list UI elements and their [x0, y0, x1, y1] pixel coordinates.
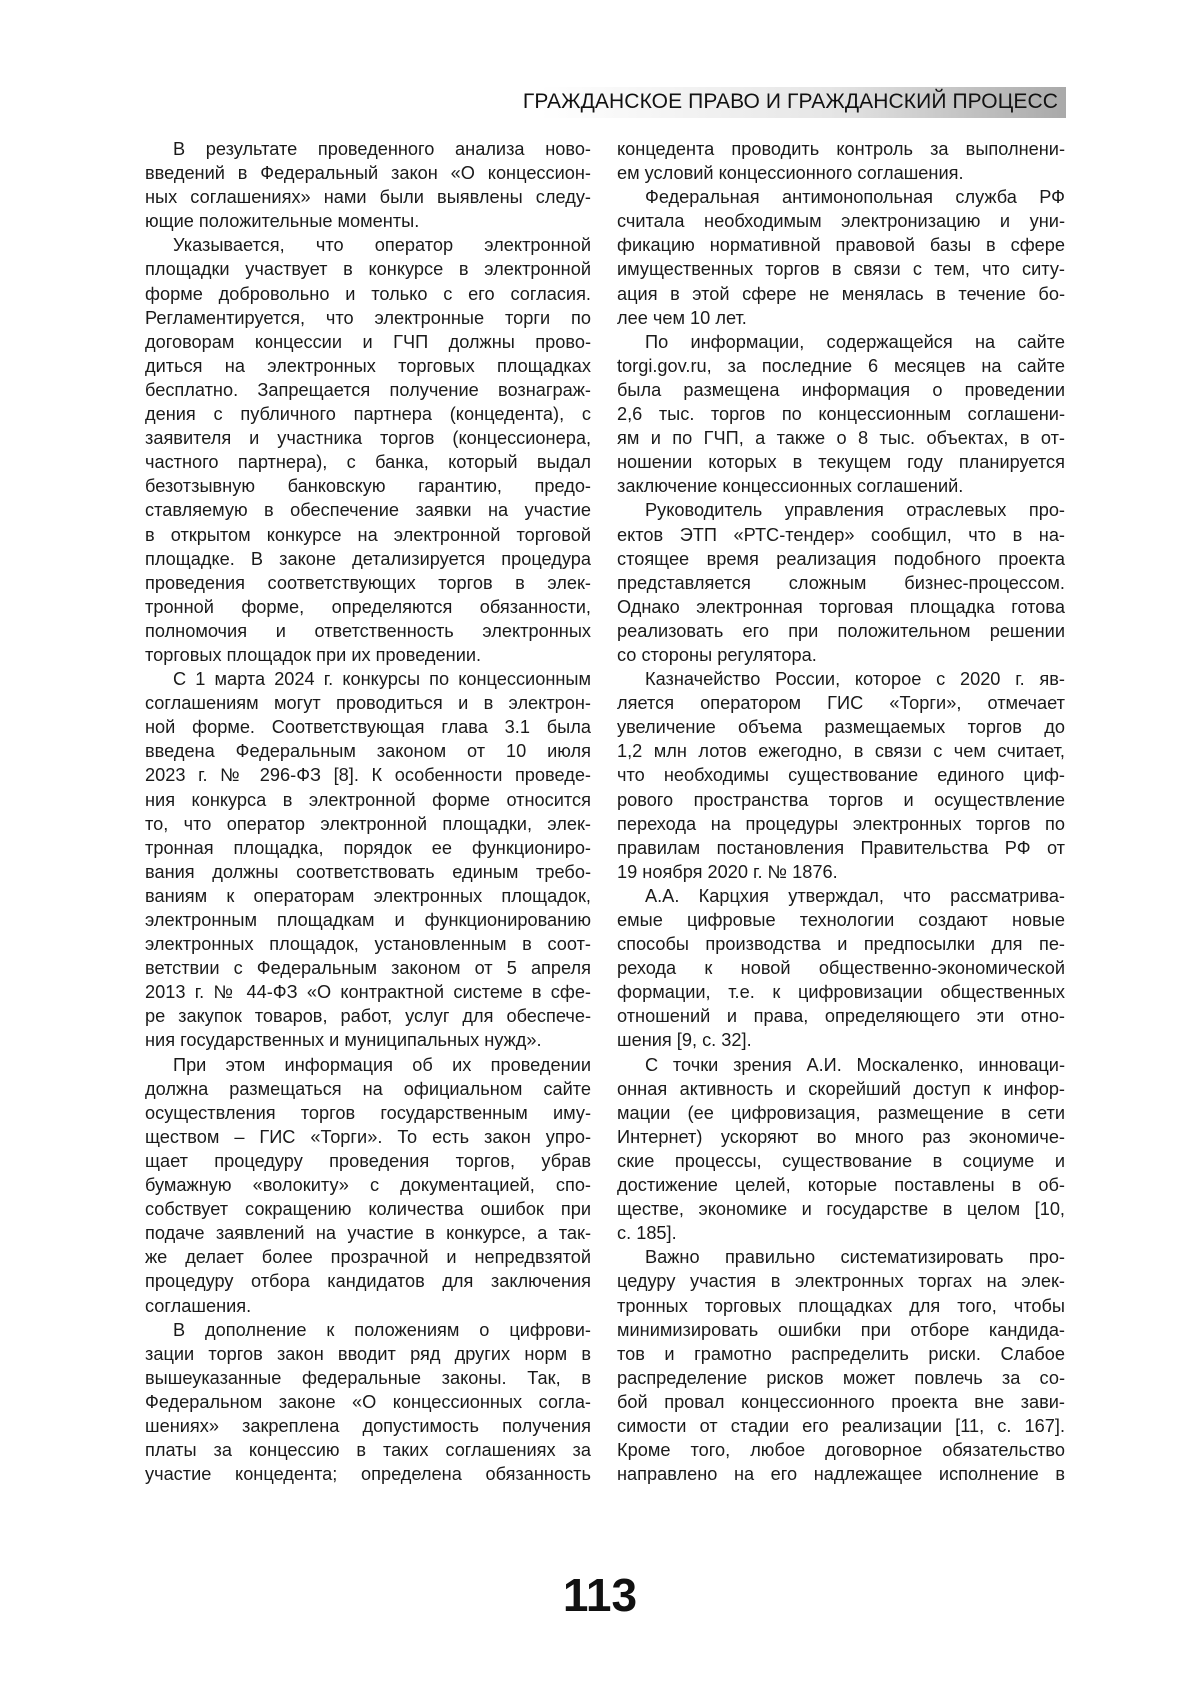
- paragraph: [617, 667, 1065, 884]
- text-line: Казначейство России, которое с 2020 г. яв-: [617, 667, 1065, 691]
- text-line: электронным площадкам и функционированию: [145, 908, 591, 932]
- text-line: ных соглашениях» нами были выявлены следу-: [145, 185, 591, 209]
- text-line: способы производства и предпосылки для пе-: [617, 932, 1065, 956]
- text-line: представляется сложным бизнес-процессом.: [617, 571, 1065, 595]
- text-line: ния конкурса в электронной форме относится: [145, 788, 591, 812]
- text-line: увеличение объема размещаемых торгов до: [617, 715, 1065, 739]
- text-line: бумажную «волокиту» с документацией, спо-: [145, 1173, 591, 1197]
- text-line: мации (ее цифровизация, размещение в сети: [617, 1101, 1065, 1125]
- text-line: собствует сокращению количества ошибок при: [145, 1197, 591, 1221]
- text-line: щает процедуру проведения торгов, убрав: [145, 1149, 591, 1173]
- paragraph: [617, 1245, 1065, 1486]
- text-line: концедента проводить контроль за выполнени-: [617, 137, 1065, 161]
- running-header: [540, 87, 1066, 118]
- text-line: ям и по ГЧП, а также о 8 тыс. объектах, в от-: [617, 426, 1065, 450]
- paragraph: [617, 185, 1065, 330]
- paragraph: [617, 137, 1065, 185]
- text-line: частного партнера), с банка, который выдал: [145, 450, 591, 474]
- text-line: минимизировать ошибки при отборе кандида-: [617, 1318, 1065, 1342]
- text-line: в открытом конкурсе на электронной торговой: [145, 523, 591, 547]
- text-line: с. 185].: [617, 1221, 1065, 1245]
- text-line: же делает более прозрачной и непредвзятой: [145, 1245, 591, 1269]
- text-line: рехода к новой общественно-экономической: [617, 956, 1065, 980]
- text-line: ющие положительные моменты.: [145, 209, 591, 233]
- text-line: ре закупок товаров, работ, услуг для обеспече-: [145, 1004, 591, 1028]
- paragraph: [145, 233, 591, 667]
- text-line: ставляемую в обеспечение заявки на участие: [145, 498, 591, 522]
- text-line: цедуру участия в электронных торгах на элек-: [617, 1269, 1065, 1293]
- text-line: подаче заявлений на участие в конкурсе, а так-: [145, 1221, 591, 1245]
- text-line: тов и грамотно распределить риски. Слабое: [617, 1342, 1065, 1366]
- text-line: фикацию нормативной правовой базы в сфере: [617, 233, 1065, 257]
- text-line: симости от стадии его реализации [11, с. 167].: [617, 1414, 1065, 1438]
- page-number: 113: [0, 1568, 1200, 1622]
- paragraph: [617, 498, 1065, 667]
- text-line: участие концедента; определена обязанность: [145, 1462, 591, 1486]
- text-line: полномочия и ответственность электронных: [145, 619, 591, 643]
- text-line: С точки зрения А.И. Москаленко, инноваци-: [617, 1053, 1065, 1077]
- text-line: то, что оператор электронной площадки, элек-: [145, 812, 591, 836]
- paragraph: [617, 330, 1065, 499]
- text-line: Однако электронная торговая площадка готова: [617, 595, 1065, 619]
- text-line: шения [9, с. 32].: [617, 1028, 1065, 1052]
- text-line: В результате проведенного анализа ново-: [145, 137, 591, 161]
- text-line: лее чем 10 лет.: [617, 306, 1065, 330]
- text-line: была размещена информация о проведении: [617, 378, 1065, 402]
- text-line: площадки участвует в конкурсе в электронной: [145, 257, 591, 281]
- text-line: С 1 марта 2024 г. конкурсы по концессионным: [145, 667, 591, 691]
- text-line: 2,6 тыс. торгов по концессионным соглашени-: [617, 402, 1065, 426]
- text-line: безотзывную банковскую гарантию, предо-: [145, 474, 591, 498]
- text-line: перехода на процедуры электронных торгов по: [617, 812, 1065, 836]
- text-line: тронных торговых площадках для того, чтобы: [617, 1294, 1065, 1318]
- text-line: отношений и права, определяющего эти отно-: [617, 1004, 1065, 1028]
- text-line: платы за концессию в таких соглашениях за: [145, 1438, 591, 1462]
- text-line: Федеральная антимонопольная служба РФ: [617, 185, 1065, 209]
- text-line: договорам концессии и ГЧП должны прово-: [145, 330, 591, 354]
- text-line: ветствии с Федеральным законом от 5 апреля: [145, 956, 591, 980]
- text-line: площадке. В законе детализируется процедура: [145, 547, 591, 571]
- text-line: процедуру отбора кандидатов для заключения: [145, 1269, 591, 1293]
- text-line: торговых площадок при их проведении.: [145, 643, 591, 667]
- text-line: реализовать его при положительном решении: [617, 619, 1065, 643]
- text-line: соглашениям могут проводиться и в электрон-: [145, 691, 591, 715]
- text-line: бой провал концессионного проекта вне зави-: [617, 1390, 1065, 1414]
- text-line: электронных площадок, установленным в соот-: [145, 932, 591, 956]
- text-line: емые цифровые технологии создают новые: [617, 908, 1065, 932]
- text-line: вышеуказанные федеральные законы. Так, в: [145, 1366, 591, 1390]
- text-line: зации торгов закон вводит ряд других норм в: [145, 1342, 591, 1366]
- text-line: дения с публичного партнера (концедента), с: [145, 402, 591, 426]
- paragraph: [617, 1053, 1065, 1246]
- text-line: диться на электронных торговых площадках: [145, 354, 591, 378]
- text-line: Регламентируется, что электронные торги по: [145, 306, 591, 330]
- text-line: В дополнение к положениям о цифрови-: [145, 1318, 591, 1342]
- text-line: ной форме. Соответствующая глава 3.1 была: [145, 715, 591, 739]
- text-line: 2013 г. № 44-ФЗ «О контрактной системе в сфе-: [145, 980, 591, 1004]
- left-column: [145, 137, 591, 1486]
- text-line: формации, т.е. к цифровизации общественных: [617, 980, 1065, 1004]
- text-line: введена Федеральным законом от 10 июля: [145, 739, 591, 763]
- text-line: Кроме того, любое договорное обязательство: [617, 1438, 1065, 1462]
- text-line: Руководитель управления отраслевых про-: [617, 498, 1065, 522]
- text-line: со стороны регулятора.: [617, 643, 1065, 667]
- text-line: Важно правильно систематизировать про-: [617, 1245, 1065, 1269]
- text-line: ем условий концессионного соглашения.: [617, 161, 1065, 185]
- text-line: 1,2 млн лотов ежегодно, в связи с чем считает,: [617, 739, 1065, 763]
- text-line: ния государственных и муниципальных нужд».: [145, 1028, 591, 1052]
- text-line: ношении которых в текущем году планируется: [617, 450, 1065, 474]
- text-line: ваниям к операторам электронных площадок,: [145, 884, 591, 908]
- text-line: 2023 г. № 296-ФЗ [8]. К особенности проведе-: [145, 763, 591, 787]
- text-line: torgi.gov.ru, за последние 6 месяцев на сайте: [617, 354, 1065, 378]
- text-line: ектов ЭТП «РТС-тендер» сообщил, что в на-: [617, 523, 1065, 547]
- text-line: При этом информация об их проведении: [145, 1053, 591, 1077]
- text-line: бесплатно. Запрещается получение вознаграж-: [145, 378, 591, 402]
- text-line: тронная площадка, порядок ее функциониро-: [145, 836, 591, 860]
- text-line: введений в Федеральный закон «О концессион-: [145, 161, 591, 185]
- text-line: распределение рисков может повлечь за со-: [617, 1366, 1065, 1390]
- text-line: А.А. Карцхия утверждал, что рассматрива-: [617, 884, 1065, 908]
- text-line: Указывается, что оператор электронной: [145, 233, 591, 257]
- right-column: [617, 137, 1065, 1486]
- paragraph: [145, 1053, 591, 1318]
- paragraph: [617, 884, 1065, 1053]
- text-line: проведения соответствующих торгов в элек-: [145, 571, 591, 595]
- text-line: шениях» закреплена допустимость получения: [145, 1414, 591, 1438]
- text-line: ские процессы, существование в социуме и: [617, 1149, 1065, 1173]
- text-line: заявителя и участника торгов (концессионера,: [145, 426, 591, 450]
- text-line: Федеральном законе «О концессионных согла-: [145, 1390, 591, 1414]
- text-line: ществе, экономике и государстве в целом [10,: [617, 1197, 1065, 1221]
- text-line: ация в этой сфере не менялась в течение бо-: [617, 282, 1065, 306]
- text-line: правилам постановления Правительства РФ от: [617, 836, 1065, 860]
- text-line: Интернет) ускоряют во много раз экономиче-: [617, 1125, 1065, 1149]
- text-line: ляется оператором ГИС «Торги», отмечает: [617, 691, 1065, 715]
- text-line: имущественных торгов в связи с тем, что ситу-: [617, 257, 1065, 281]
- text-line: осуществления торгов государственным иму-: [145, 1101, 591, 1125]
- text-line: ществом – ГИС «Торги». То есть закон упро-: [145, 1125, 591, 1149]
- text-line: По информации, содержащейся на сайте: [617, 330, 1065, 354]
- text-line: онная активность и скорейший доступ к инфор-: [617, 1077, 1065, 1101]
- text-line: соглашения.: [145, 1294, 591, 1318]
- text-line: должна размещаться на официальном сайте: [145, 1077, 591, 1101]
- text-line: что необходимы существование единого циф-: [617, 763, 1065, 787]
- text-line: заключение концессионных соглашений.: [617, 474, 1065, 498]
- text-line: направлено на его надлежащее исполнение в: [617, 1462, 1065, 1486]
- text-line: 19 ноября 2020 г. № 1876.: [617, 860, 1065, 884]
- text-line: стоящее время реализация подобного проекта: [617, 547, 1065, 571]
- text-line: форме добровольно и только с его согласия.: [145, 282, 591, 306]
- text-line: вания должны соответствовать единым требо-: [145, 860, 591, 884]
- paragraph: [145, 137, 591, 233]
- text-line: считала необходимым электронизацию и уни-: [617, 209, 1065, 233]
- section-title: ГРАЖДАНСКОЕ ПРАВО И ГРАЖДАНСКИЙ ПРОЦЕСС: [523, 90, 1058, 114]
- paragraph: [145, 667, 591, 1053]
- text-line: достижение целей, которые поставлены в об-: [617, 1173, 1065, 1197]
- paragraph: [145, 1318, 591, 1487]
- text-line: тронной форме, определяются обязанности,: [145, 595, 591, 619]
- text-line: рового пространства торгов и осуществление: [617, 788, 1065, 812]
